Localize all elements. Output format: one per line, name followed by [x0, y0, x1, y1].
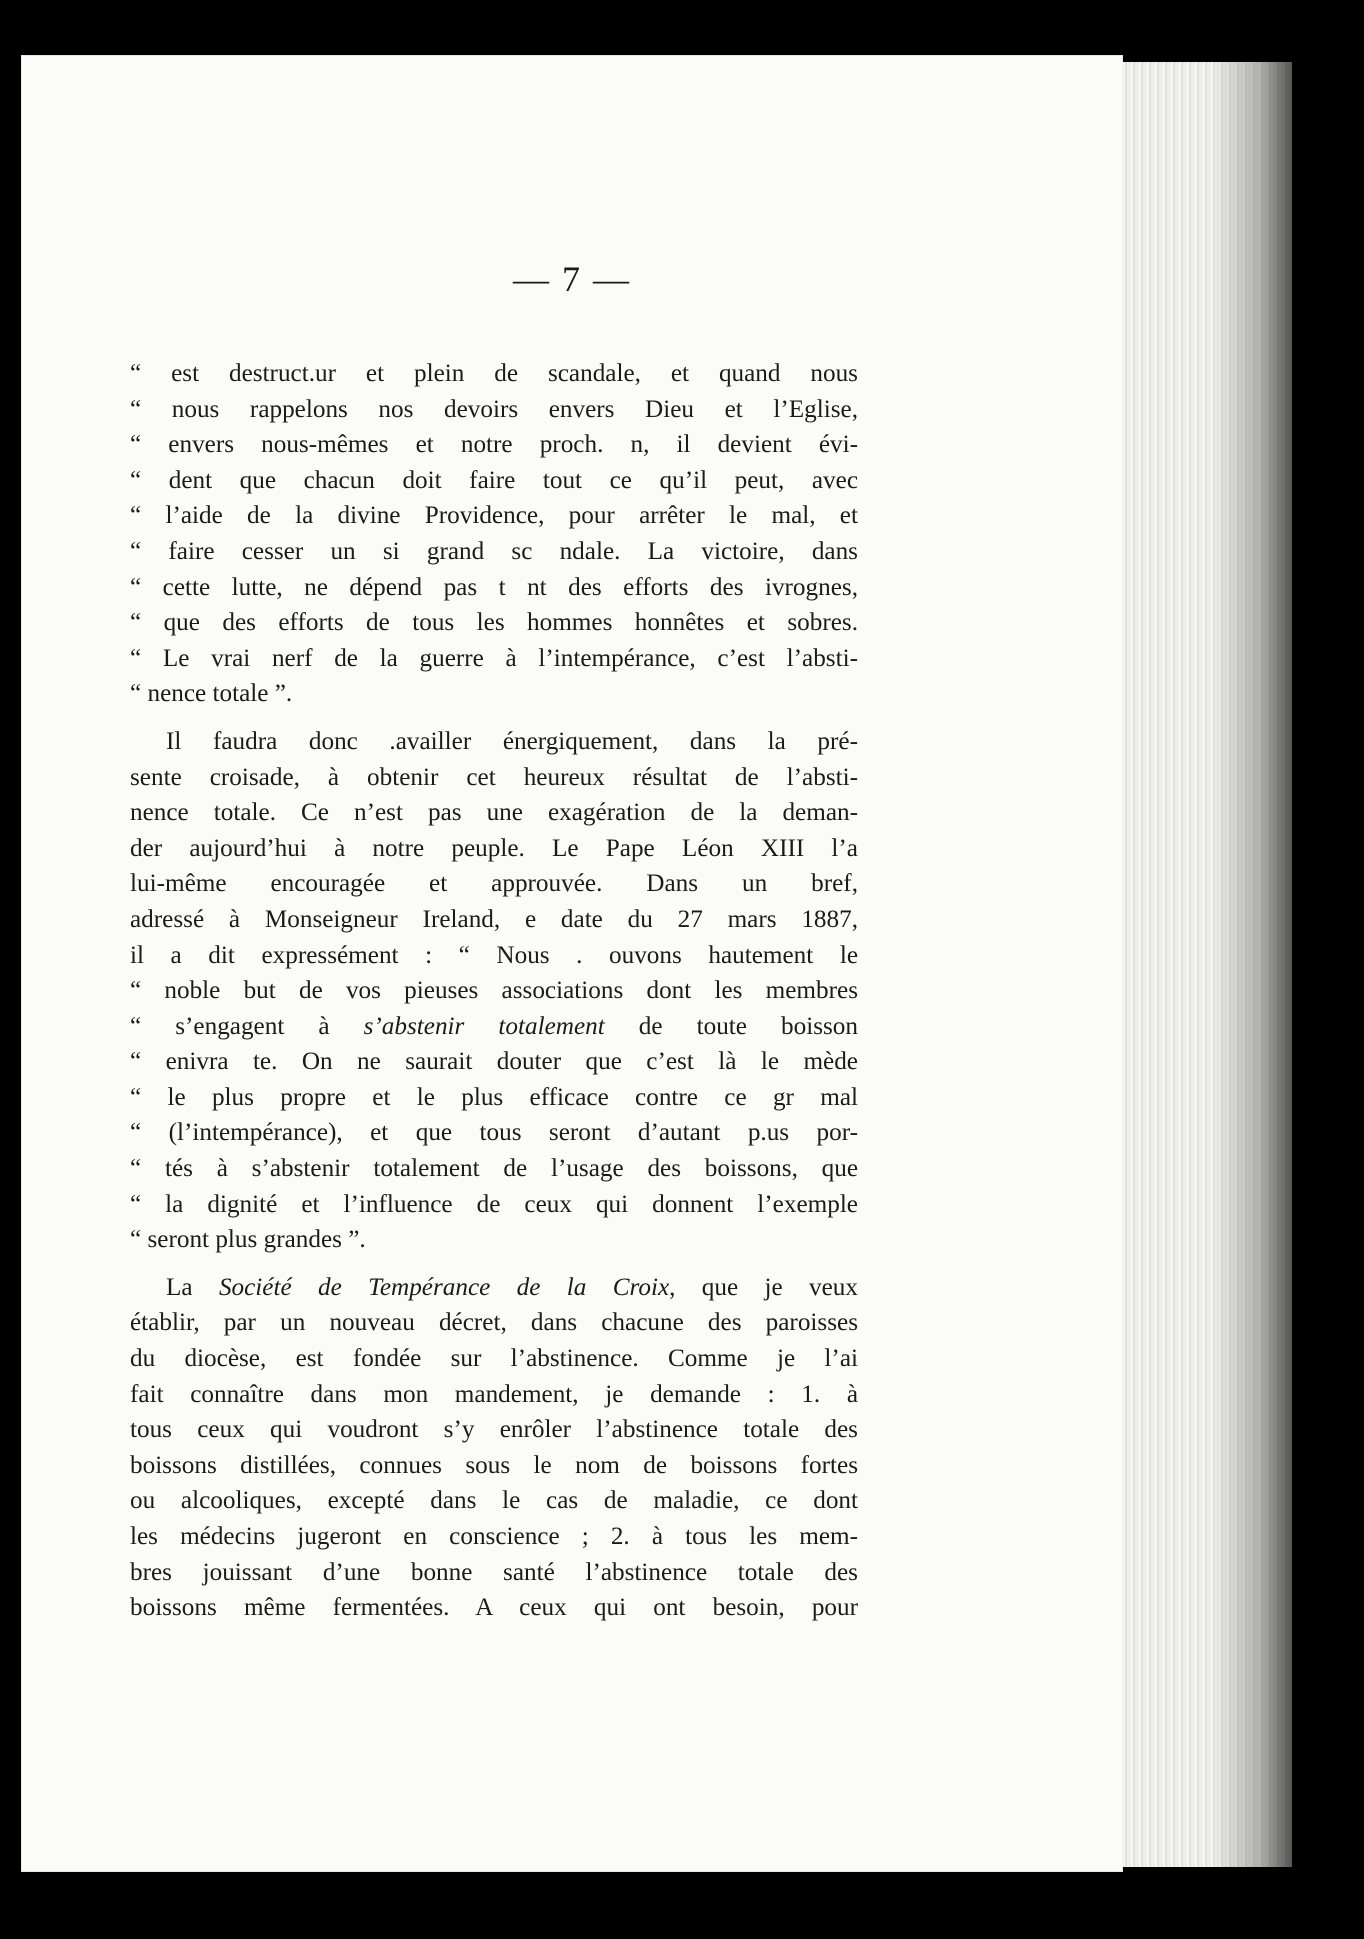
text-line: du diocèse, est fondée sur l’abstinence. Comme je l’ai [130, 1345, 858, 1373]
text-line: “ est destruct.ur et plein de scandale, et quand nous [130, 360, 858, 387]
body-text [130, 356, 858, 1626]
text-line: il a dit expressément : “ Nous . ouvons hautement le [130, 941, 858, 969]
text-line: “ enivra te. On ne saurait douter que c’est là le mède [130, 1048, 858, 1076]
page-edges [1122, 62, 1292, 1867]
paragraph-3 [130, 1270, 858, 1626]
text-line: boissons distillées, connues sous le nom de boissons fortes [130, 1451, 858, 1479]
text-line: “ noble but de vos pieuses associations dont les membres [130, 977, 858, 1005]
text-line: “ cette lutte, ne dépend pas t nt des efforts des ivrognes, [130, 573, 858, 601]
page-number: — 7 — [513, 259, 631, 299]
society-title: Société de Tempérance de la Croix [218, 1273, 670, 1301]
text-segment: , que je veux [669, 1273, 858, 1301]
text-line: “ nence totale ”. [130, 680, 293, 708]
text-line: fait connaître dans mon mandement, je demande : 1. à [130, 1380, 858, 1408]
text-line: “ tés à s’abstenir totalement de l’usage des boissons, que [130, 1155, 858, 1183]
book-page [22, 56, 1122, 1871]
text-line: “ dent que chacun doit faire tout ce qu’il peut, avec [130, 466, 858, 494]
text-line: Il faudra donc .availler énergiquement, dans la pré- [166, 727, 858, 755]
text-line: “ nous rappelons nos devoirs envers Dieu et l’Eglise, [130, 395, 858, 423]
italic-phrase: s’abstenir totalement [363, 1012, 605, 1040]
text-line: les médecins jugeront en conscience ; 2. à tous les mem- [130, 1523, 858, 1550]
text-line: “ que des efforts de tous les hommes honnêtes et sobres. [130, 609, 858, 637]
text-line: ou alcooliques, excepté dans le cas de maladie, ce dont [130, 1487, 858, 1515]
text-line: “ le plus propre et le plus efficace contre ce gr mal [130, 1083, 858, 1111]
text-line: lui-même encouragée et approuvée. Dans un bref, [130, 870, 858, 898]
text-line: établir, par un nouveau décret, dans chacune des paroisses [130, 1309, 858, 1337]
text-line-with-italic [130, 1270, 858, 1306]
text-line: “ Le vrai nerf de la guerre à l’intempérance, c’est l’absti- [130, 644, 858, 672]
text-line: “ seront plus grandes ”. [130, 1226, 366, 1254]
text-segment: La [166, 1273, 193, 1301]
text-line: “ faire cesser un si grand sc ndale. La victoire, dans [130, 537, 858, 565]
text-line: “ l’aide de la divine Providence, pour arrêter le mal, et [130, 502, 858, 530]
text-line: sente croisade, à obtenir cet heureux résultat de l’absti- [130, 763, 858, 791]
text-line: der aujourd’hui à notre peuple. Le Pape Léon XIII l’a [130, 834, 858, 862]
paragraph-1 [130, 356, 858, 712]
text-line: adressé à Monseigneur Ireland, e date du 27 mars 1887, [130, 905, 858, 933]
text-segment: de toute boisson [638, 1012, 858, 1040]
text-line: nence totale. Ce n’est pas une exagération de la deman- [130, 799, 858, 827]
text-segment: “ s’engagent à [130, 1012, 330, 1040]
text-line: “ envers nous-mêmes et notre proch. n, il devient évi- [130, 431, 858, 459]
text-line-with-italic [130, 1009, 858, 1045]
text-line: tous ceux qui voudront s’y enrôler l’abstinence totale des [130, 1416, 858, 1444]
text-line: boissons même fermentées. A ceux qui ont besoin, pour [130, 1594, 858, 1622]
text-line: “ (l’intempérance), et que tous seront d’autant p.us por- [130, 1119, 858, 1147]
paragraph-2 [130, 724, 858, 1258]
text-line: bres jouissant d’une bonne santé l’abstinence totale des [130, 1558, 858, 1586]
text-line: “ la dignité et l’influence de ceux qui donnent l’exemple [130, 1190, 858, 1218]
